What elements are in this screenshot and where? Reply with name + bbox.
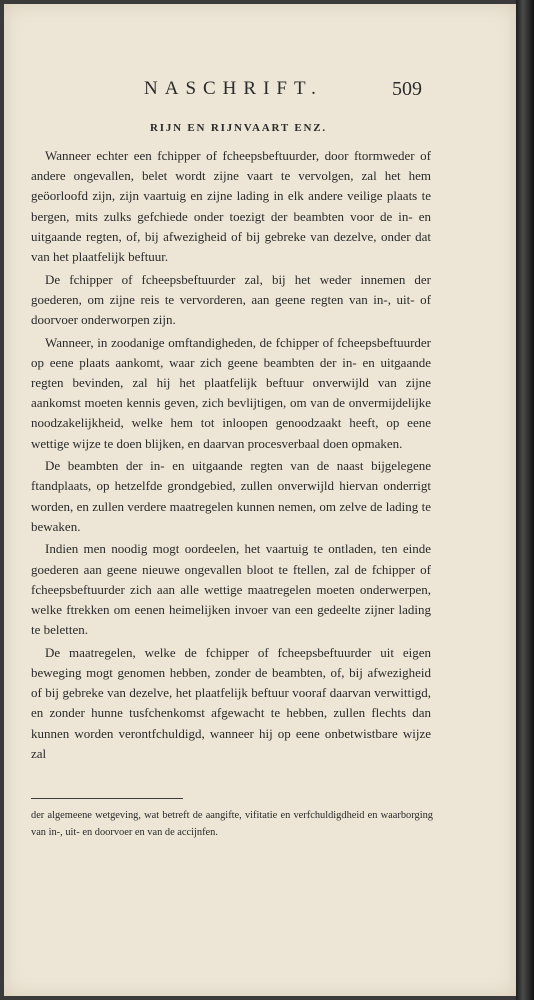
paragraph: De fchipper of fcheepsbeftuurder zal, bij het weder innemen der goederen, om zijne reis te vervorderen, aan geene regten van in-, uit- of doorvoer onderworpen zijn. xyxy=(31,271,431,328)
page-number: 509 xyxy=(392,78,422,100)
scan-edge xyxy=(516,0,534,1000)
footnote xyxy=(31,807,433,841)
paragraph: De maatregelen, welke de fchipper of fcheepsbeftuurder uit eigen beweging mogt genomen hebben, zonder de beambten, of, bij afwezigheid of bij gebreke van dezelve, het plaatfelijk beftuur vooraf daarvan verwittigd, en zonder hunne tusfchenkomst afgewacht te hebben, zullen flechts dan kunnen worden verontfchuldigd, wanneer hij op eene onbetwistbare wijze zal xyxy=(31,644,431,761)
running-title: NASCHRIFT. xyxy=(144,78,323,99)
book-page xyxy=(4,4,516,996)
page-header xyxy=(4,78,516,108)
section-subtitle: RIJN EN RIJNVAART ENZ. xyxy=(150,122,327,134)
paragraph: De beambten der in- en uitgaande regten van de naast bijgelegene ftandplaats, op hetzelfde grondgebied, zullen onverwijld hiervan onderrigt worden, en zullen verdere maatregelen kunnen nemen, om zelve de lading te bewaken. xyxy=(31,458,431,534)
footnote-text: der algemeene wetgeving, wat betreft de aangifte, vifitatie en verfchuldigdheid en waarborging van in-, uit- en doorvoer en van de accijnfen. xyxy=(31,810,433,838)
paragraph: Wanneer echter een fchipper of fcheepsbeftuurder, door ftormweder of andere ongevallen, belet wordt zijne vaart te vervolgen, zal het hem geöorloofd zijn, zijn vaartuig en zijne lading in elk andere veilige plaats te bergen, mits zulks gefchiede onder toezigt der beambten voor de in- en uitgaande regten, of, bij afwezigheid of bij gebreke van dezelve, onder dat van het plaatfelijk beftuur. xyxy=(31,148,431,265)
footnote-rule xyxy=(31,798,183,799)
body-text xyxy=(31,146,431,766)
paragraph: Wanneer, in zoodanige omftandigheden, de fchipper of fcheepsbeftuurder op eene plaats aankomt, waar zich geene beambten der in- en uitgaande regten bevinden, zal hij het plaatfelijk beftuur onverwijld van zijne aankomst moeten kennis geven, zich bevlijtigen, om van de onvermijdelijke noodzakelijkheid, welke hem tot inloopen genoodzaakt heeft, op eene wettige wijze te doen blijken, en daarvan procesverbaal doen opmaken. xyxy=(31,334,431,451)
paragraph: Indien men noodig mogt oordeelen, het vaartuig te ontladen, ten einde goederen aan geene nieuwe ongevallen bloot te ftellen, zal de fchipper of fcheepsbeftuurder zich aan alle wettige maatregelen moeten onderwerpen, welke ftrekken om eenen heimelijken invoer van een gedeelte zijner lading te beletten. xyxy=(31,541,431,638)
